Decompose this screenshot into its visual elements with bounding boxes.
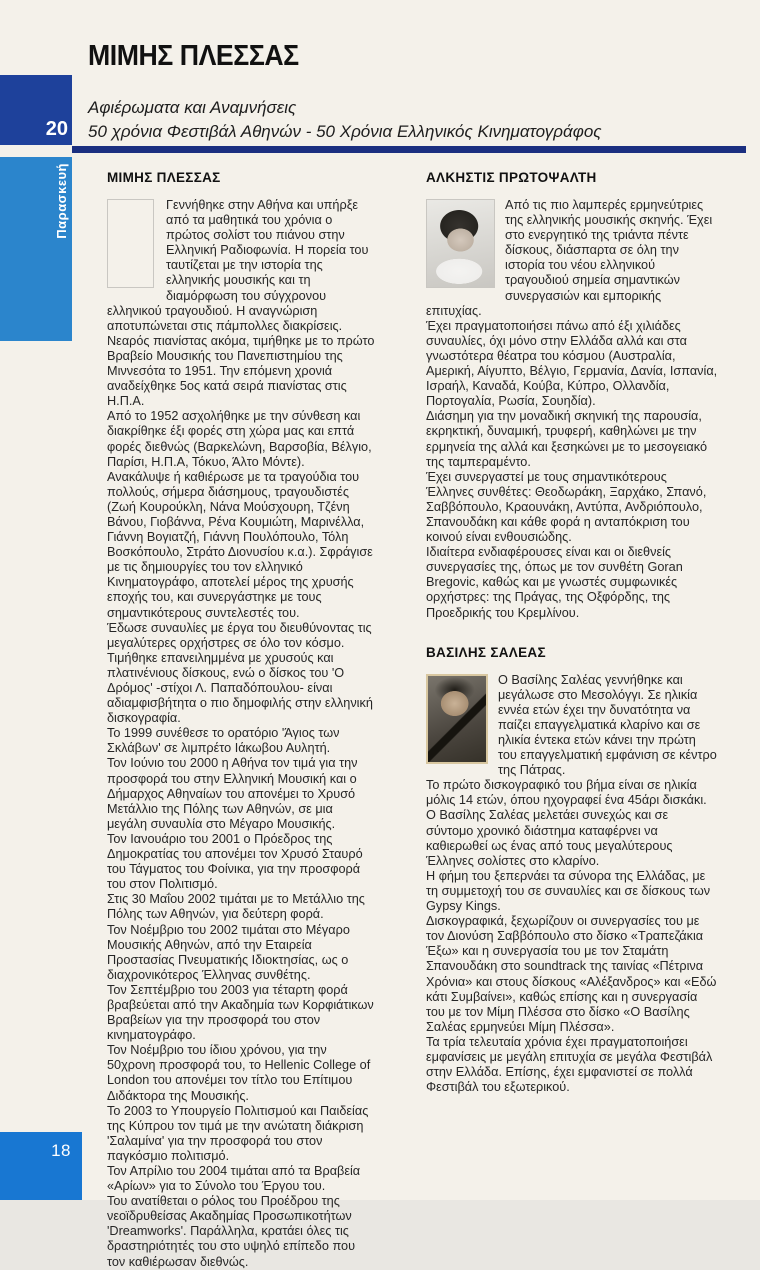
section-alkistis-protopsalti (426, 170, 718, 621)
column-left (107, 170, 375, 1270)
paragraph: Έχει συνεργαστεί με τους σημαντικότερους Έλληνες συνθέτες: Θεοδωράκη, Ξαρχάκο, Σπανό, Σαββόπουλο, Κραουνάκη, Αντύπα, Ανδριόπουλο, Σπανουδάκη και κάθε φορά η ανταπόκριση του κοινού είναι ενθουσιώδης. (426, 469, 707, 545)
paragraph: Ανακάλυψε ή καθιέρωσε με τα τραγούδια του πολλούς, σήμερα διάσημους, τραγουδιστές (Ζωή Κουρούκλη, Νάνα Μούσχουρη, Τζένη Βάνου, Γιοβάννα, Ρένα Κουμιώτη, Μαρινέλλα, Γιάννη Βογιατζή, Γιάννη Πουλόπουλο, Τόλη Βοσκόπουλο, Στράτο Διονυσίου κ.α.). Σφράγισε με τις δημιουργίες του τον ελληνικό Κινηματογράφο, αποτελεί μέρος της χρυσής εποχής του, και συνεργάστηκε με τους σημαντικότερους συντελεστές του. (107, 469, 373, 620)
section-heading: ΒΑΣΙΛΗΣ ΣΑΛΕΑΣ (426, 644, 546, 660)
section-heading: ΜΙΜΗΣ ΠΛΕΣΣΑΣ (107, 170, 221, 185)
paragraph: Νεαρός πιανίστας ακόμα, τιμήθηκε με το πρώτο Βραβείο Μουσικής του Πανεπιστημίου της Μιννεσότα το 1951. Την επόμενη χρονιά αναδείχθηκε 5ος κατά σειρά πιανίστας στις Η.Π.Α. (107, 333, 375, 409)
paragraph: Τον Ιανουάριο του 2001 ο Πρόεδρος της Δημοκρατίας του απονέμει τον Χρυσό Σταυρό του Τάγματος του Φοίνικα, για την προσφορά του στον Πολιτισμό. (107, 831, 363, 892)
paragraph: Το 1999 συνέθεσε το ορατόριο 'Άγιος των Σκλάβων' σε λιμπρέτο Ιάκωβου Αυλητή. (107, 726, 340, 756)
paragraph: Τον Νοέμβριο του ίδιου χρόνου, για την 50χρονη προσφορά του, το Hellenic College of London του απονέμει τον τίτλο του Επίτιμου Διδάκτορα της Μουσικής. (107, 1043, 371, 1103)
paragraph: Του ανατίθεται ο ρόλος του Προέδρου της νεοϊδρυθείσας Ακαδημίας Προσωπικοτήτων 'Dreamworks'. Παράλληλα, κρατάει όλες τις δραστηριότητές του στο υψηλό επίπεδο που τον καθιέρωσαν διεθνώς. (107, 1194, 356, 1269)
page-subtitle (88, 96, 602, 144)
column-right (426, 170, 718, 1095)
paragraph: Διάσημη για την μοναδική σκηνική της παρουσία, εκρηκτική, δυναμική, τρυφερή, καθηλώνει με την ερμηνεία της αλλά και ξεσηκώνει με το μεσογειακό της ταμπεραμέντο. (426, 409, 708, 469)
photo-alkistis-protopsalti (426, 199, 495, 288)
paragraph: Η φήμη του ξεπερνάει τα σύνορα της Ελλάδας, με τη συμμετοχή του σε συναυλίες και σε δίσκους των Gypsy Kings. (426, 868, 711, 914)
paragraph: Έχει πραγματοποιήσει πάνω από έξι χιλιάδες συναυλίες, όχι μόνο στην Ελλάδα αλλά και στα γνωστότερα θέατρα του κόσμου (Αυστραλία, Αμερική, Αίγυπτο, Βέλγιο, Γερμανία, Δανία, Ισπανία, Ισραήλ, Καναδά, Κούβα, Κύπρο, Ολλανδία, Πορτογαλία, Ρωσία, Σουηδία). (426, 318, 718, 409)
paragraph: Τον Νοέμβριο του 2002 τιμάται στο Μέγαρο Μουσικής Αθηνών, από την Εταιρεία Προστασίας Πνευματικής Ιδιοκτησίας, ως ο διαχρονικότερος Έλληνας συνθέτης. (107, 922, 350, 982)
paragraph: Το 2003 το Υπουργείο Πολιτισμού και Παιδείας της Κύπρου τον τιμά με την ανώτατη διάκριση 'Σαλαμίνα' για την προσφορά του στον παγκόσμιο πολιτισμό. (107, 1103, 369, 1163)
section-vasilis-saleas (426, 645, 718, 1096)
week-number: 20 (45, 118, 68, 140)
day-label: Παρασκευή (54, 163, 69, 239)
photo-mimis-plessas (107, 199, 154, 288)
page-number-block (0, 1132, 82, 1200)
paragraph: Δισκογραφικά, ξεχωρίζουν οι συνεργασίες του με τον Διονύση Σαββόπουλο στο δίσκο «Τραπεζάκια Έξω» και η συνεργασία του με τον Σταμάτη Σπανουδάκη στο soundtrack της ταινίας «Πέτρινα Χρόνια» και στους δίσκους «Αλέξανδρος» και «Εδώ κάτι Συμβαίνει», καθώς επίσης και η συνεργασία του με τον Μίμη Πλέσσα στο δίσκο «Ο Βασίλης Σαλέας ερμηνεύει Μίμη Πλέσσα». (426, 914, 717, 1034)
section-heading: ΑΛΚΗΣΤΙΣ ΠΡΩΤΟΨΑΛΤΗ (426, 170, 597, 185)
week-number-block (0, 75, 72, 145)
paragraph: Τα τρία τελευταία χρόνια έχει πραγματοποιήσει εμφανίσεις με μεγάλη επιτυχία σε μεγάλα Φεστιβάλ στην Ελλάδα. Επίσης, έχει εμφανιστεί σε πολλά Φεστιβάλ του εξωτερικού. (426, 1034, 713, 1095)
paragraph: Τον Ιούνιο του 2000 η Αθήνα τον τιμά για την προσφορά του στην Ελληνική Μουσική και ο Δήμαρχος Αθηναίων του απονέμει το Χρυσό Μετάλλιο της Πόλης των Αθηνών, σε μια μεγάλη συναυλία στο Μέγαρο Μουσικής. (107, 756, 358, 831)
paragraph: Από τις πιο λαμπερές ερμηνεύτριες της ελληνικής μουσικής σκηνής. Έχει στο ενεργητικό της τριάντα πέντε δίσκους, διάσπαρτα σε όλη την ιστορία του νέου ελληνικού τραγουδιού σημεία σημαντικών συνεργασιών και εμπορικής επιτυχίας. (426, 198, 713, 318)
subtitle-line-2: 50 χρόνια Φεστιβάλ Αθηνών - 50 Χρόνια Ελληνικός Κινηματογράφος (88, 122, 602, 141)
photo-vasilis-saleas (426, 674, 488, 764)
paragraph: Έδωσε συναυλίες με έργα του διευθύνοντας τις μεγαλύτερες ορχήστρες σε όλο τον κόσμο. Τιμήθηκε επανειλημμένα με χρυσούς και πλατινένιους δίσκους, ενώ ο δίσκος του 'Ο Δρόμος' -στίχοι Λ. Παπαδόπουλου- είναι αδιαμφισβήτητα ο πιο δημοφιλής στην ελληνική δισκογραφία. (107, 620, 373, 726)
day-sidebar-block (0, 157, 72, 341)
header-rule (72, 146, 746, 153)
paragraph: Ιδιαίτερα ενδιαφέρουσες είναι και οι διεθνείς συνεργασίες της, όπως με τον συνθέτη Goran Bregovic, καθώς και με γνωστές συμφωνικές ορχήστρες: της Πράγας, της Οξφόρδης, της Προεδρικής του Κρεμλίνου. (426, 545, 683, 620)
subtitle-line-1: Αφιέρωματα και Αναμνήσεις (88, 98, 297, 117)
paragraph: Το πρώτο δισκογραφικό του βήμα είναι σε ηλικία μόλις 14 ετών, όπου ηχογραφεί ένα 45άρι δισκάκι. Ο Βασίλης Σαλέας μελετάει συνεχώς και σε σύντομο χρονικό διάστημα καταφέρνει να καθιερωθεί ως ένας από τους μεγαλύτερους Έλληνες σολίστες στο κλαρίνο. (426, 778, 707, 868)
paragraph: Από το 1952 ασχολήθηκε με την σύνθεση και διακρίθηκε έξι φορές στη χώρα μας και επτά φορές διεθνώς (Βαρκελώνη, Βαρσοβία, Βέλγιο, Παρίσι, Η.Π.Α, Τόκυο, Άλτο Μόντε). (107, 409, 372, 469)
paragraph: Γεννήθηκε στην Αθήνα και υπήρξε από τα μαθητικά του χρόνια ο πρώτος σολίστ του πιάνου στην Ελληνική Ραδιοφωνία. Η πορεία του ταυτίζεται με την ιστορία της ελληνικής μουσικής και τη διαμόρφωση του σύγχρονου ελληνικού τραγουδιού. Η αναγνώριση αποτυπώνεται στις πάμπολλες διακρίσεις. (107, 198, 369, 333)
paragraph: Τον Απρίλιο του 2004 τιμάται από τα Βραβεία «Αρίων» για το Σύνολο του Έργου του. (107, 1164, 361, 1194)
paragraph: Στις 30 Μαΐου 2002 τιμάται με το Μετάλλιο της Πόλης των Αθηνών, για δεύτερη φορά. (107, 892, 365, 922)
page-title: ΜΙΜΗΣ ΠΛΕΣΣΑΣ (88, 40, 299, 72)
section-mimis-plessas (107, 170, 375, 1270)
page-number: 18 (51, 1141, 71, 1160)
paragraph: Ο Βασίλης Σαλέας γεννήθηκε και μεγάλωσε στο Μεσολόγγι. Σε ηλικία εννέα ετών έχει την δυνατότητα να παίζει επαγγελματικά κλαρίνο και σε ηλικία έντεκα ετών κάνει την πρώτη του επαγγελματική εμφάνιση σε κέντρο της Πάτρας. (498, 672, 717, 778)
paragraph: Τον Σεπτέμβριο του 2003 για τέταρτη φορά βραβεύεται από την Ακαδημία των Κορφιάτικων Βραβείων για την προσφορά του στον κινηματογράφο. (107, 982, 374, 1043)
